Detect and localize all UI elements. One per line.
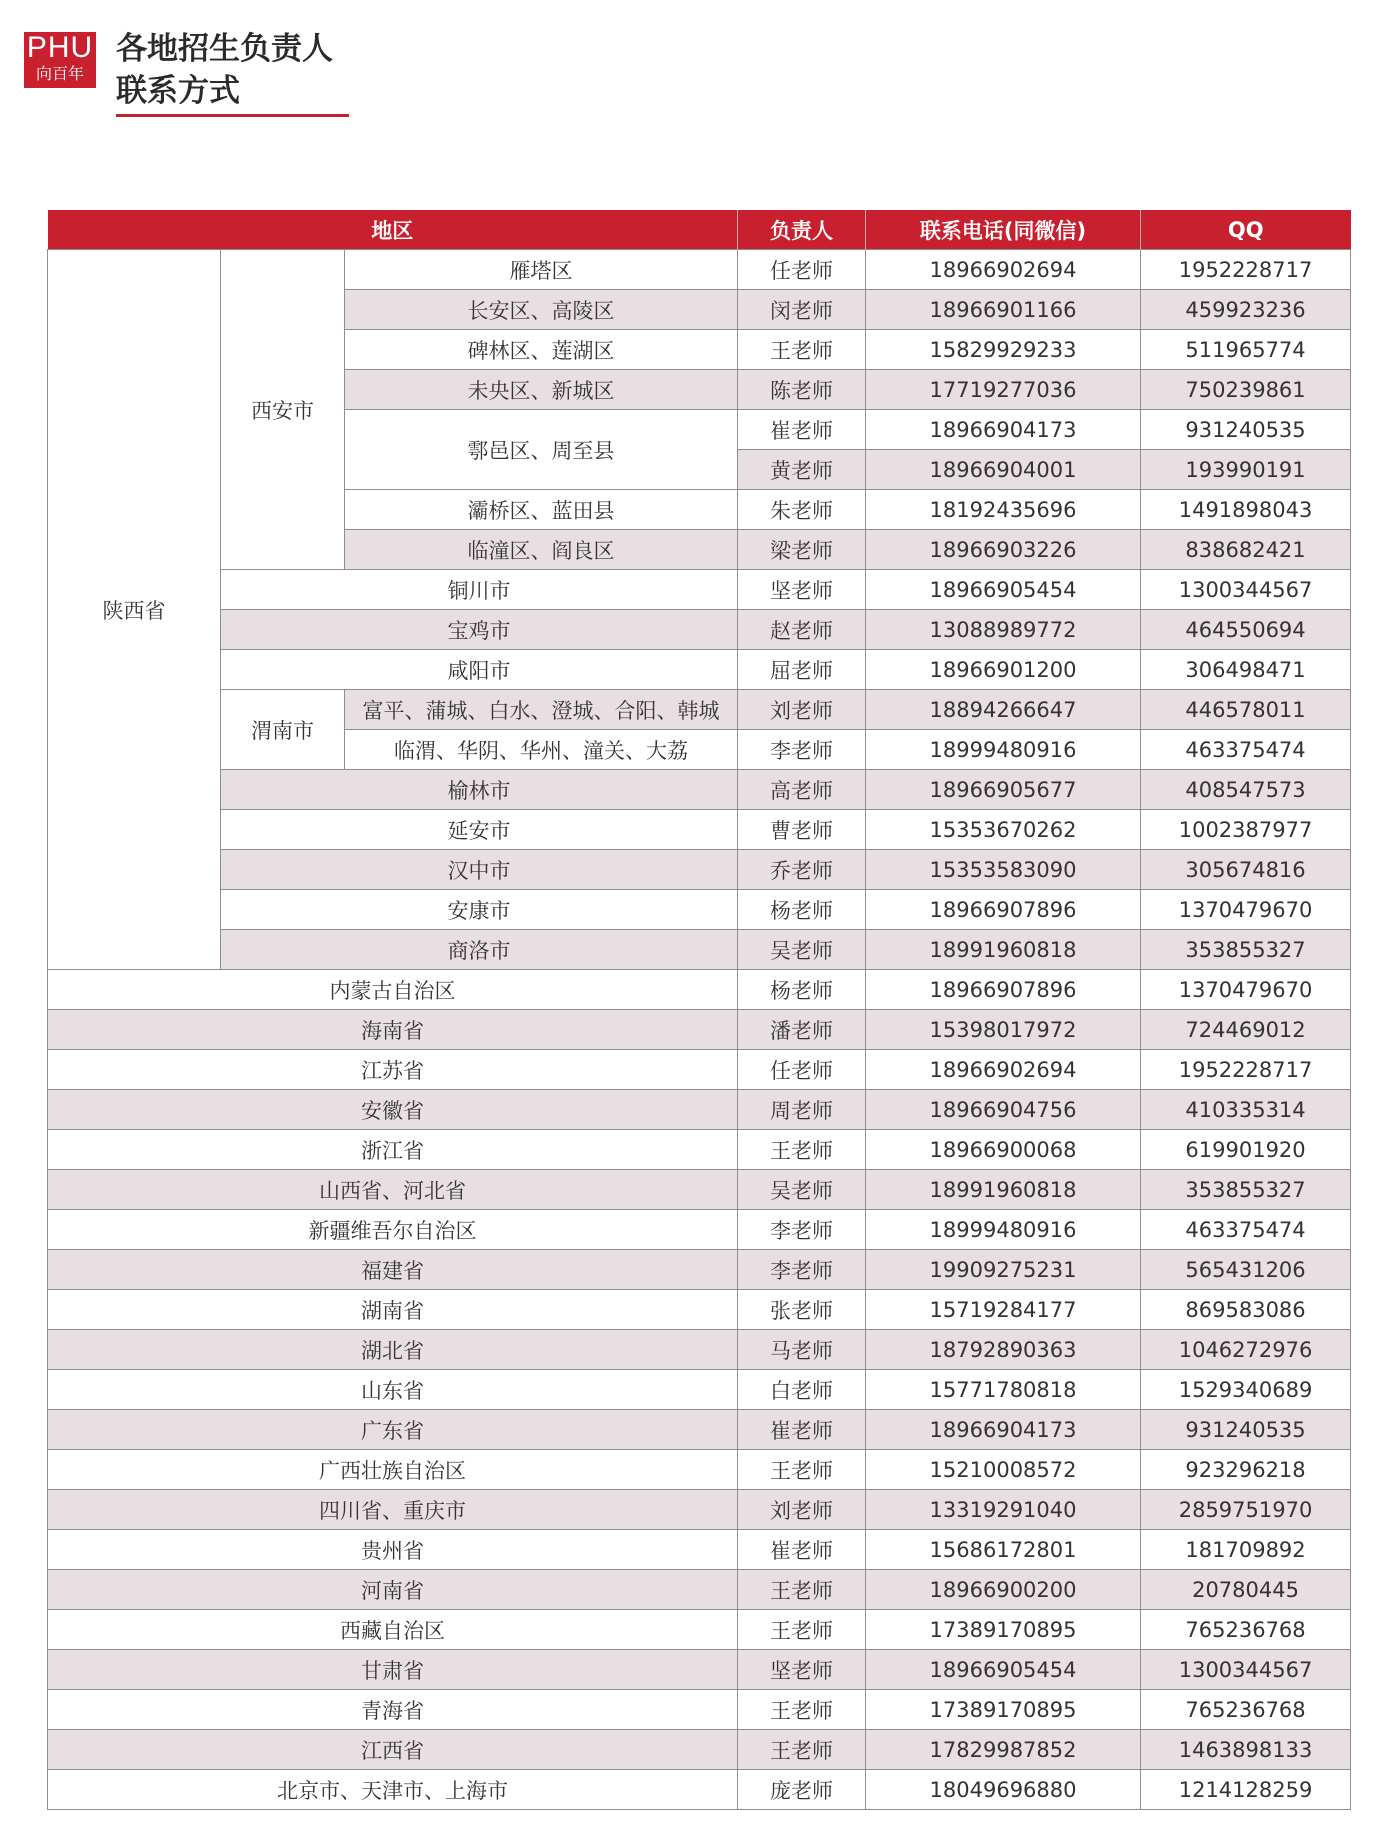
area-cell: 临潼区、阎良区	[345, 530, 738, 570]
area-cell: 商洛市	[221, 930, 738, 970]
person-cell: 乔老师	[738, 850, 866, 890]
area-cell: 宝鸡市	[221, 610, 738, 650]
area-cell: 内蒙古自治区	[48, 970, 738, 1010]
phone-cell: 18966901166	[866, 290, 1141, 330]
area-cell: 贵州省	[48, 1530, 738, 1570]
logo-text: PHU	[26, 31, 94, 64]
table-row	[48, 1530, 1351, 1570]
qq-cell: 1002387977	[1141, 810, 1351, 850]
qq-cell: 408547573	[1141, 770, 1351, 810]
person-cell: 闵老师	[738, 290, 866, 330]
person-cell: 周老师	[738, 1090, 866, 1130]
phone-cell: 18966900068	[866, 1130, 1141, 1170]
person-cell: 白老师	[738, 1370, 866, 1410]
qq-cell: 1300344567	[1141, 1650, 1351, 1690]
header-region: 地区	[48, 210, 738, 250]
table-row	[48, 810, 1351, 850]
table-row	[48, 930, 1351, 970]
area-cell: 雁塔区	[345, 250, 738, 290]
qq-cell: 193990191	[1141, 450, 1351, 490]
area-cell: 碑林区、莲湖区	[345, 330, 738, 370]
phone-cell: 15398017972	[866, 1010, 1141, 1050]
area-cell: 安徽省	[48, 1090, 738, 1130]
area-cell: 江苏省	[48, 1050, 738, 1090]
area-cell: 富平、蒲城、白水、澄城、合阳、韩城	[345, 690, 738, 730]
area-cell: 四川省、重庆市	[48, 1490, 738, 1530]
table-row	[48, 1170, 1351, 1210]
area-cell: 江西省	[48, 1730, 738, 1770]
person-cell: 李老师	[738, 730, 866, 770]
table-row	[48, 1450, 1351, 1490]
qq-cell: 724469012	[1141, 1010, 1351, 1050]
contact-table	[47, 210, 1351, 1810]
qq-cell: 1491898043	[1141, 490, 1351, 530]
area-cell: 青海省	[48, 1690, 738, 1730]
phone-cell: 13088989772	[866, 610, 1141, 650]
phone-cell: 18192435696	[866, 490, 1141, 530]
qq-cell: 353855327	[1141, 930, 1351, 970]
person-cell: 王老师	[738, 1450, 866, 1490]
area-cell: 河南省	[48, 1570, 738, 1610]
person-cell: 崔老师	[738, 1530, 866, 1570]
phone-cell: 18999480916	[866, 1210, 1141, 1250]
table-row	[48, 1570, 1351, 1610]
person-cell: 坚老师	[738, 570, 866, 610]
qq-cell: 464550694	[1141, 610, 1351, 650]
qq-cell: 619901920	[1141, 1130, 1351, 1170]
person-cell: 吴老师	[738, 930, 866, 970]
qq-cell: 931240535	[1141, 1410, 1351, 1450]
title-underline	[116, 114, 349, 117]
table-row	[48, 1410, 1351, 1450]
person-cell: 李老师	[738, 1250, 866, 1290]
qq-cell: 1214128259	[1141, 1770, 1351, 1810]
table-row	[48, 690, 1351, 730]
qq-cell: 1300344567	[1141, 570, 1351, 610]
qq-cell: 410335314	[1141, 1090, 1351, 1130]
qq-cell: 306498471	[1141, 650, 1351, 690]
table-row	[48, 1370, 1351, 1410]
person-cell: 坚老师	[738, 1650, 866, 1690]
phone-cell: 13319291040	[866, 1490, 1141, 1530]
qq-cell: 463375474	[1141, 730, 1351, 770]
qq-cell: 2859751970	[1141, 1490, 1351, 1530]
area-cell: 浙江省	[48, 1130, 738, 1170]
person-cell: 刘老师	[738, 1490, 866, 1530]
city-cell: 西安市	[221, 250, 345, 570]
title-line-2: 联系方式	[116, 73, 240, 109]
table-row	[48, 250, 1351, 290]
person-cell: 梁老师	[738, 530, 866, 570]
table-row	[48, 1250, 1351, 1290]
person-cell: 任老师	[738, 250, 866, 290]
qq-cell: 765236768	[1141, 1610, 1351, 1650]
phone-cell: 17829987852	[866, 1730, 1141, 1770]
person-cell: 张老师	[738, 1290, 866, 1330]
phone-cell: 18966904756	[866, 1090, 1141, 1130]
person-cell: 崔老师	[738, 1410, 866, 1450]
phone-cell: 18991960818	[866, 930, 1141, 970]
person-cell: 马老师	[738, 1330, 866, 1370]
person-cell: 杨老师	[738, 890, 866, 930]
person-cell: 高老师	[738, 770, 866, 810]
area-cell: 未央区、新城区	[345, 370, 738, 410]
phone-cell: 18966900200	[866, 1570, 1141, 1610]
table-row	[48, 1770, 1351, 1810]
header-qq: QQ	[1141, 210, 1351, 250]
area-cell: 湖北省	[48, 1330, 738, 1370]
table-row	[48, 1210, 1351, 1250]
header-phone: 联系电话(同微信)	[866, 210, 1141, 250]
area-cell: 西藏自治区	[48, 1610, 738, 1650]
city-cell: 渭南市	[221, 690, 345, 770]
phone-cell: 18966904173	[866, 1410, 1141, 1450]
phone-cell: 15210008572	[866, 1450, 1141, 1490]
table-row	[48, 1130, 1351, 1170]
qq-cell: 931240535	[1141, 410, 1351, 450]
area-cell: 临渭、华阴、华州、潼关、大荔	[345, 730, 738, 770]
qq-cell: 446578011	[1141, 690, 1351, 730]
table-row	[48, 1730, 1351, 1770]
table-row	[48, 1050, 1351, 1090]
qq-cell: 1463898133	[1141, 1730, 1351, 1770]
table-row	[48, 570, 1351, 610]
qq-cell: 838682421	[1141, 530, 1351, 570]
person-cell: 王老师	[738, 1730, 866, 1770]
area-cell: 延安市	[221, 810, 738, 850]
person-cell: 王老师	[738, 330, 866, 370]
phone-cell: 18966907896	[866, 890, 1141, 930]
qq-cell: 1370479670	[1141, 970, 1351, 1010]
person-cell: 潘老师	[738, 1010, 866, 1050]
phone-cell: 18966904001	[866, 450, 1141, 490]
province-cell: 陕西省	[48, 250, 221, 970]
phone-cell: 18966903226	[866, 530, 1141, 570]
qq-cell: 765236768	[1141, 1690, 1351, 1730]
person-cell: 刘老师	[738, 690, 866, 730]
qq-cell: 181709892	[1141, 1530, 1351, 1570]
phone-cell: 15719284177	[866, 1290, 1141, 1330]
person-cell: 庞老师	[738, 1770, 866, 1810]
person-cell: 王老师	[738, 1610, 866, 1650]
phone-cell: 18049696880	[866, 1770, 1141, 1810]
phu-logo	[24, 32, 96, 88]
table-row	[48, 650, 1351, 690]
area-cell: 铜川市	[221, 570, 738, 610]
area-cell: 北京市、天津市、上海市	[48, 1770, 738, 1810]
phone-cell: 17389170895	[866, 1690, 1141, 1730]
table-row	[48, 970, 1351, 1010]
table-row	[48, 1090, 1351, 1130]
person-cell: 黄老师	[738, 450, 866, 490]
title-line-1: 各地招生负责人	[116, 31, 333, 67]
qq-cell: 1370479670	[1141, 890, 1351, 930]
phone-cell: 18966905454	[866, 1650, 1141, 1690]
person-cell: 王老师	[738, 1690, 866, 1730]
qq-cell: 305674816	[1141, 850, 1351, 890]
person-cell: 赵老师	[738, 610, 866, 650]
phone-cell: 18966904173	[866, 410, 1141, 450]
phone-cell: 18966905677	[866, 770, 1141, 810]
table-row	[48, 890, 1351, 930]
table-row	[48, 1650, 1351, 1690]
qq-cell: 353855327	[1141, 1170, 1351, 1210]
area-cell: 汉中市	[221, 850, 738, 890]
person-cell: 王老师	[738, 1130, 866, 1170]
area-cell: 广西壮族自治区	[48, 1450, 738, 1490]
area-cell: 灞桥区、蓝田县	[345, 490, 738, 530]
phone-cell: 15686172801	[866, 1530, 1141, 1570]
person-cell: 陈老师	[738, 370, 866, 410]
area-cell: 湖南省	[48, 1290, 738, 1330]
table-row	[48, 770, 1351, 810]
table-row	[48, 850, 1351, 890]
qq-cell: 511965774	[1141, 330, 1351, 370]
qq-cell: 20780445	[1141, 1570, 1351, 1610]
phone-cell: 15353583090	[866, 850, 1141, 890]
person-cell: 曹老师	[738, 810, 866, 850]
phone-cell: 15353670262	[866, 810, 1141, 850]
person-cell: 李老师	[738, 1210, 866, 1250]
phone-cell: 18991960818	[866, 1170, 1141, 1210]
person-cell: 任老师	[738, 1050, 866, 1090]
phone-cell: 18966905454	[866, 570, 1141, 610]
phone-cell: 18894266647	[866, 690, 1141, 730]
qq-cell: 869583086	[1141, 1290, 1351, 1330]
table-row	[48, 1330, 1351, 1370]
area-cell: 鄠邑区、周至县	[345, 410, 738, 490]
table-row	[48, 1010, 1351, 1050]
page-title	[116, 28, 333, 112]
area-cell: 山东省	[48, 1370, 738, 1410]
qq-cell: 923296218	[1141, 1450, 1351, 1490]
qq-cell: 1952228717	[1141, 1050, 1351, 1090]
area-cell: 榆林市	[221, 770, 738, 810]
logo-subtext: 向百年	[35, 64, 84, 83]
phone-cell: 17719277036	[866, 370, 1141, 410]
person-cell: 崔老师	[738, 410, 866, 450]
person-cell: 朱老师	[738, 490, 866, 530]
qq-cell: 1046272976	[1141, 1330, 1351, 1370]
area-cell: 甘肃省	[48, 1650, 738, 1690]
phone-cell: 18966907896	[866, 970, 1141, 1010]
phone-cell: 18966902694	[866, 250, 1141, 290]
area-cell: 海南省	[48, 1010, 738, 1050]
phone-cell: 18966902694	[866, 1050, 1141, 1090]
table-row	[48, 1290, 1351, 1330]
table-row	[48, 610, 1351, 650]
person-cell: 屈老师	[738, 650, 866, 690]
phone-cell: 18999480916	[866, 730, 1141, 770]
person-cell: 杨老师	[738, 970, 866, 1010]
phone-cell: 18792890363	[866, 1330, 1141, 1370]
qq-cell: 750239861	[1141, 370, 1351, 410]
area-cell: 长安区、高陵区	[345, 290, 738, 330]
qq-cell: 1529340689	[1141, 1370, 1351, 1410]
qq-cell: 459923236	[1141, 290, 1351, 330]
table-row	[48, 1490, 1351, 1530]
phone-cell: 15771780818	[866, 1370, 1141, 1410]
area-cell: 福建省	[48, 1250, 738, 1290]
area-cell: 广东省	[48, 1410, 738, 1450]
phone-cell: 17389170895	[866, 1610, 1141, 1650]
table-row	[48, 1610, 1351, 1650]
qq-cell: 565431206	[1141, 1250, 1351, 1290]
area-cell: 山西省、河北省	[48, 1170, 738, 1210]
area-cell: 新疆维吾尔自治区	[48, 1210, 738, 1250]
area-cell: 咸阳市	[221, 650, 738, 690]
table-body	[48, 250, 1351, 1810]
table-header-row	[48, 210, 1351, 250]
phone-cell: 15829929233	[866, 330, 1141, 370]
table-row	[48, 1690, 1351, 1730]
phone-cell: 18966901200	[866, 650, 1141, 690]
qq-cell: 1952228717	[1141, 250, 1351, 290]
qq-cell: 463375474	[1141, 1210, 1351, 1250]
phone-cell: 19909275231	[866, 1250, 1141, 1290]
person-cell: 吴老师	[738, 1170, 866, 1210]
header-person: 负责人	[738, 210, 866, 250]
person-cell: 王老师	[738, 1570, 866, 1610]
area-cell: 安康市	[221, 890, 738, 930]
